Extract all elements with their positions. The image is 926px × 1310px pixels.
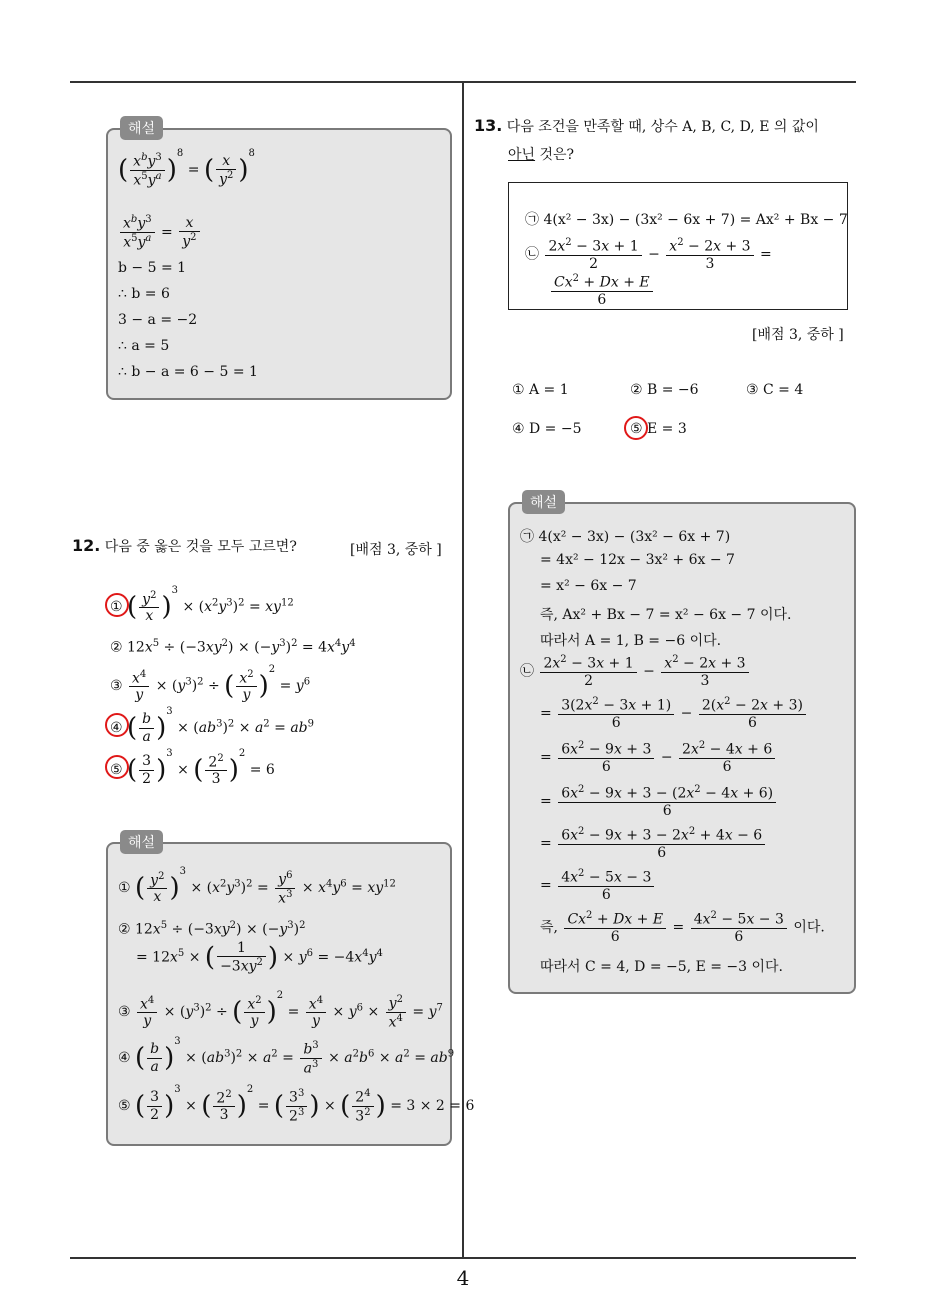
option-marker: ② xyxy=(110,639,123,656)
solution-line: ③ $\frac{x^4}{y}$ × $(y^3)^2$ ÷ ( $\frac{x^2}{y}$ )$^2$ = $\frac{x^4}{y}$ × $y^6$ × $\frac{y^2}{x^4}$ = $y^7$ xyxy=(118,990,443,1031)
solution-line: = x² − 6x − 7 xyxy=(540,578,637,594)
solution-line: 따라서 C = 4, D = −5, E = −3 이다. xyxy=(540,959,784,975)
solution-line: ㉠ 4(x² − 3x) − (3x² − 6x + 7) xyxy=(520,529,731,545)
question-12-heading xyxy=(72,536,297,556)
solution-line: ∴ a = 5 xyxy=(118,338,170,354)
condition-text: 4(x² − 3x) − (3x² − 6x + 7) = Ax² + Bx − 7 xyxy=(543,212,848,228)
solution-line: = 4x² − 12x − 3x² + 6x − 7 xyxy=(540,552,735,568)
option-marker: ⑤ xyxy=(110,762,123,778)
solution-line: 즉, Ax² + Bx − 7 = x² − 6x − 7 이다. xyxy=(540,607,792,623)
score-label: [배점 3, 중하 ] xyxy=(350,542,442,558)
option-marker: ① xyxy=(110,599,123,615)
option-1[interactable]: ① A = 1 xyxy=(512,382,569,398)
option-2[interactable]: ② B = −6 xyxy=(630,382,699,398)
solution-line: ④ ( $\frac{b}{a}$ )$^3 \times (ab^3)^2 \times a^2$ = $\frac{b^3}{a^3}$ × $a^2b^6 \times a^2 = ab^9$ xyxy=(118,1036,455,1077)
condition-line-1 xyxy=(525,209,848,229)
equation-line: ( $\frac{x^by^3}{x^5y^a}$ )$^8$ = ( $\frac{x}{y^2}$ )$^8$ xyxy=(118,148,255,189)
solution-tab: 해설 xyxy=(120,830,163,854)
solution-line: ① ( $\frac{y^2}{x}$ )$^3 \times (x^2y^3)^2$ = $\frac{y^6}{x^3}$ × $x^4y^6 = xy^{12}$ xyxy=(118,866,396,907)
solution-line: 즉, $\frac{Cx^2 + Dx + E}{6}$ = $\frac{4x^2 - 5x - 3}{6}$ 이다. xyxy=(540,910,825,945)
option-4[interactable]: ④ ( $\frac{b}{a}$ )$^3 \times (ab^3)^2 \times a^2 = ab^9$ xyxy=(110,706,314,745)
solution-box-11 xyxy=(106,121,452,400)
equation-line: $\frac{x^by^3}{x^5y^a}$ = $\frac{x}{y^2}$ xyxy=(118,214,202,251)
score-label: [배점 3, 중하 ] xyxy=(752,327,844,343)
solution-line: = $\frac{4x^2 - 5x - 3}{6}$ xyxy=(540,868,656,903)
solution-line: ∴ b = 6 xyxy=(118,286,170,302)
condition-line-3: $\frac{Cx^2 + Dx + E}{6}$ xyxy=(549,273,655,308)
bottom-rule xyxy=(70,1257,856,1259)
solution-tab: 해설 xyxy=(522,490,565,514)
solution-line: 따라서 A = 1, B = −6 이다. xyxy=(540,633,722,649)
solution-line: ⑤ ( $\frac{3}{2}$ )$^3$ × ( $\frac{2^2}{3}$ )$^2$ = ( $\frac{3^3}{2^3}$ ) × ( $\frac{2^4}{3^2}$ ) = 3 × 2 = 6 xyxy=(118,1084,475,1125)
answer-circle-1 xyxy=(105,593,129,617)
solution-line: ∴ b − a = 6 − 5 = 1 xyxy=(118,364,258,380)
option-marker: ④ xyxy=(110,720,123,736)
option-3[interactable]: ③ $\frac{x^4}{y}$ × $(y^3)^2$ ÷ ( $\frac{x^2}{y}$ )$^2 = y^6$ xyxy=(110,664,311,704)
answer-circle-5 xyxy=(105,755,129,779)
option-2[interactable]: ② $12x^5 \div (-3xy^2) \times (-y^3)^2 = 4x^4y^4$ xyxy=(110,638,356,656)
underlined-word: 아닌 xyxy=(508,147,536,163)
solution-line: = $\frac{6x^2 - 9x + 3 - 2x^2 + 4x - 6}{6}$ xyxy=(540,826,767,861)
condition-marker: ㉠ xyxy=(525,212,539,228)
solution-line: = $\frac{6x^2 - 9x + 3}{6}$ − $\frac{2x^2 - 4x + 6}{6}$ xyxy=(540,740,777,775)
option-4[interactable]: ④ D = −5 xyxy=(512,421,582,437)
question-number: 13. xyxy=(474,116,503,135)
question-text: 다음 중 옳은 것을 모두 고르면? xyxy=(104,539,297,555)
solution-word: 이다. xyxy=(793,919,825,936)
option-5[interactable]: ⑤ ( $\frac{3}{2}$ )$^3$ × ( $\frac{2^2}{3}$ )$^2$ = 6 xyxy=(110,748,275,788)
question-number: 12. xyxy=(72,536,101,555)
solution-line: = $\frac{6x^2 - 9x + 3 - (2x^2 - 4x + 6)}{6}$ xyxy=(540,784,778,819)
solution-line: b − 5 = 1 xyxy=(118,260,187,276)
column-divider xyxy=(462,82,464,1258)
solution-line: = $\frac{3(2x^2 - 3x + 1)}{6}$ − $\frac{2(x^2 - 2x + 3)}{6}$ xyxy=(540,696,808,731)
solution-line: ㉡ $\frac{2x^2 - 3x + 1}{2}$ − $\frac{x^2 - 2x + 3}{3}$ xyxy=(520,654,751,689)
question-text: 다음 조건을 만족할 때, 상수 A, B, C, D, E 의 값이 xyxy=(506,119,819,135)
option-1[interactable]: ① ( $\frac{y^2}{x}$ )$^3 \times (x^2y^3)^2 = xy^{12}$ xyxy=(110,585,294,625)
answer-circle-5 xyxy=(624,416,648,440)
solution-box-13 xyxy=(508,495,856,994)
solution-box-12 xyxy=(106,835,475,1146)
solution-tab: 해설 xyxy=(120,116,163,140)
answer-circle-4 xyxy=(105,713,129,737)
condition-line-2: ㉡ $\frac{2x^2 - 3x + 1}{2}$ − $\frac{x^2 - 2x + 3}{3}$ = xyxy=(525,237,772,272)
question-13-heading xyxy=(474,116,819,136)
condition-marker: ㉡ xyxy=(525,246,539,263)
solution-line: ② $12x^5 \div (-3xy^2) \times (-y^3)^2$ xyxy=(118,920,306,938)
option-marker: ③ xyxy=(110,678,123,694)
question-text-tail: 것은? xyxy=(535,147,575,163)
question-text-line-2 xyxy=(508,144,574,164)
option-3[interactable]: ③ C = 4 xyxy=(746,382,804,398)
option-5[interactable]: ⑤ E = 3 xyxy=(630,421,687,437)
solution-word: 즉, xyxy=(540,919,558,936)
solution-line: 3 − a = −2 xyxy=(118,312,198,328)
solution-line: = $12x^5$ × ( $\frac{1}{-3xy^2}$ ) × $y^6 = -4x^4y^4$ xyxy=(136,940,383,975)
condition-box xyxy=(508,182,848,310)
page-number: 4 xyxy=(456,1266,470,1290)
